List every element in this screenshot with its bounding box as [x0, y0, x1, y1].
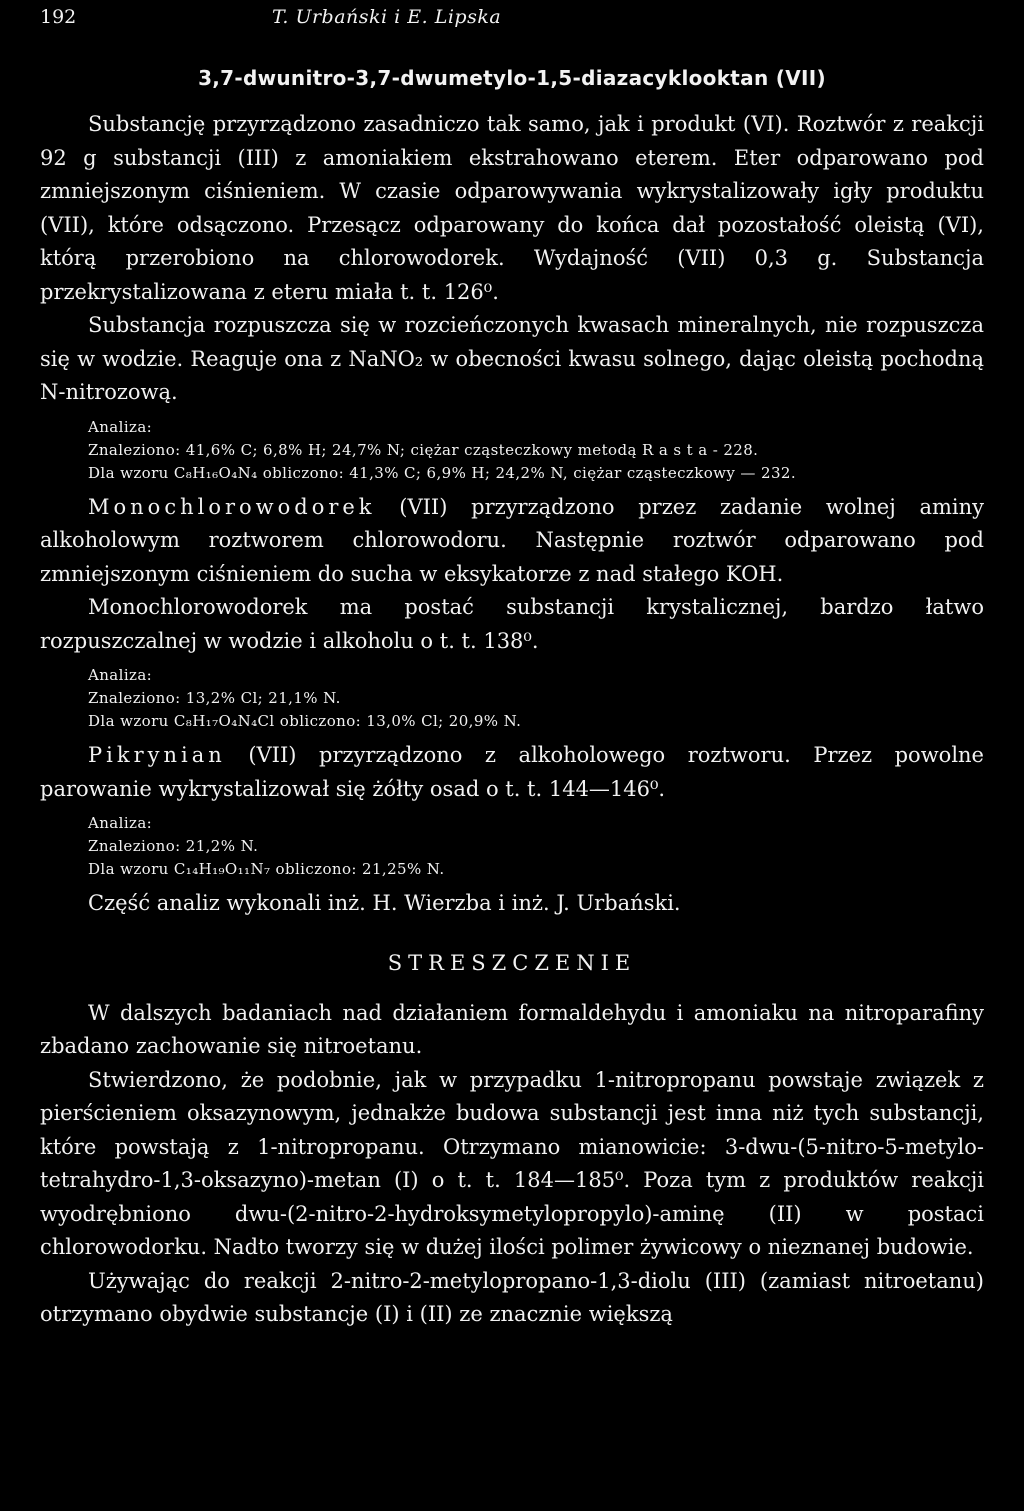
analysis-block-2	[40, 664, 984, 733]
running-head: T. Urbański i E. Lipska	[272, 6, 502, 28]
analysis-found: Znaleziono: 21,2% N.	[88, 837, 259, 855]
analysis-block-3	[40, 812, 984, 881]
spaced-term: Monochlorowodorek	[88, 494, 376, 519]
analysis-label: Analiza:	[88, 814, 153, 832]
paragraph-picrate	[40, 739, 984, 806]
paragraph-text: (VII) przyrządzono przez zadanie wolnej aminy alkoholowym roztworem chlorowodoru. Następnie roztwór odparowano pod zmniejszonym ciśnieniem do sucha w eksykatorze z nad stałego KOH.	[40, 494, 984, 586]
summary-heading: STRESZCZENIE	[387, 950, 637, 975]
analysis-calculated: Dla wzoru C₈H₁₇O₄N₄Cl obliczono: 13,0% Cl; 20,9% N.	[88, 712, 522, 730]
paragraph-solubility: Substancja rozpuszcza się w rozcieńczonych kwasach mineralnych, nie rozpuszcza się w wodzie. Reaguje ona z NaNO₂ w obecności kwasu solnego, dając oleistą pochodną N-nitrozową.	[40, 313, 984, 404]
paragraph-preparation: Substancję przyrządzono zasadniczo tak samo, jak i produkt (VI). Roztwór z reakcji 92 g substancji (III) z amoniakiem ekstrahowano eterem. Eter odparowano pod zmniejszonym ciśnieniem. W czasie odparowywania wykrystalizowały igły produktu (VII), które odsączono. Przesącz odparowany do końca dał pozostałość oleistą (VI), którą przerobiono na chlorowodorek. Wydajność (VII) 0,3 g. Substancja przekrystalizowana z eteru miała t. t. 126⁰.	[40, 112, 984, 304]
summary-paragraph-2: Stwierdzono, że podobnie, jak w przypadku 1-nitropropanu powstaje związek z pierścieniem oksazynowym, jednakże budowa substancji jest inna niż tych substancji, które powstają z 1-nitropropanu. Otrzymano mianowicie: 3-dwu-(5-nitro-5-metylo-tetrahydro-1,3-oksazyno)-metan (I) o t. t. 184—185⁰. Poza tym z produktów reakcji wyodrębniono dwu-(2-nitro-2-hydroksymetylopropylo)-aminę (II) w postaci chlorowodorku. Nadto tworzy się w dużej ilości polimer żywicowy o nieznanej budowie.	[40, 1067, 984, 1259]
paragraph-acknowledgement: Część analiz wykonali inż. H. Wierzba i inż. J. Urbański.	[88, 891, 681, 915]
section-title: 3,7-dwunitro-3,7-dwumetylo-1,5-diazacyklooktan (VII)	[198, 66, 826, 90]
spaced-term: Pikrynian	[88, 743, 226, 767]
summary-paragraph-1: W dalszych badaniach nad działaniem formaldehydu i amoniaku na nitroparafiny zbadano zachowanie się nitroetanu.	[40, 1000, 984, 1058]
analysis-found: Znaleziono: 41,6% C; 6,8% H; 24,7% N; ciężar cząsteczkowy metodą R a s t a - 228.	[88, 440, 759, 459]
analysis-block-1	[40, 416, 984, 485]
analysis-label: Analiza:	[88, 417, 153, 436]
analysis-label: Analiza:	[88, 666, 153, 684]
analysis-calculated: Dla wzoru C₁₄H₁₉O₁₁N₇ obliczono: 21,25% N.	[88, 860, 445, 878]
analysis-found: Znaleziono: 13,2% Cl; 21,1% N.	[88, 689, 341, 707]
paragraph-text: (VII) przyrządzono z alkoholowego roztworu. Przez powolne parowanie wykrystalizował się żółty osad o t. t. 144—146⁰.	[40, 743, 984, 801]
analysis-calculated: Dla wzoru C₈H₁₆O₄N₄ obliczono: 41,3% C; 6,9% H; 24,2% N, ciężar cząsteczkowy — 232.	[88, 463, 796, 482]
page-header	[40, 6, 984, 36]
paragraph-monochlorohydride-props: Monochlorowodorek ma postać substancji krystalicznej, bardzo łatwo rozpuszczalnej w wodzie i alkoholu o t. t. 138⁰.	[40, 595, 984, 653]
page-number: 192	[40, 6, 77, 28]
paragraph-monochlorohydride	[40, 491, 984, 592]
article-body	[40, 66, 984, 1332]
summary-paragraph-3: Używając do reakcji 2-nitro-2-metylopropano-1,3-diolu (III) (zamiast nitroetanu) otrzymano obydwie substancje (I) i (II) ze znacznie większą	[40, 1268, 984, 1326]
